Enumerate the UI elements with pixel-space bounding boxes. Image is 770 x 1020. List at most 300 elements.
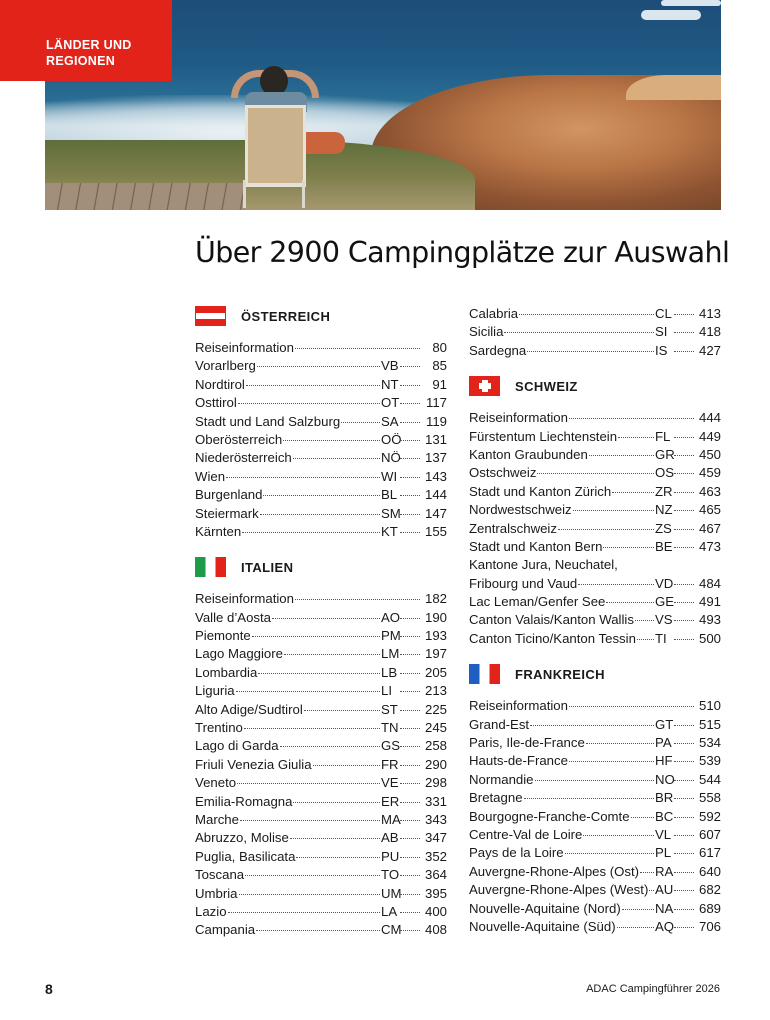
toc-entry[interactable]: [195, 432, 447, 450]
toc-entry[interactable]: [195, 628, 447, 646]
page-ref: 331: [424, 793, 447, 809]
entry-name: Normandie: [469, 771, 534, 787]
toc-entry[interactable]: [469, 465, 721, 483]
region-code: PL: [655, 845, 672, 861]
dot-leader: [586, 743, 654, 744]
toc-entry[interactable]: [195, 524, 447, 542]
dot-leader: [637, 639, 654, 640]
toc-entry[interactable]: [195, 591, 447, 609]
region-code: LI: [381, 683, 392, 699]
dot-leader: [527, 351, 654, 352]
country-name: FRANKREICH: [515, 666, 605, 682]
toc-entry[interactable]: [469, 343, 721, 361]
toc-entry[interactable]: [469, 484, 721, 502]
dot-leader: [603, 547, 654, 548]
region-code: TI: [655, 630, 667, 646]
dot-leader: [674, 909, 694, 910]
deck-chair-legs: [243, 180, 305, 208]
dot-leader: [237, 783, 380, 784]
dot-leader: [674, 780, 694, 781]
toc-entry[interactable]: [195, 340, 447, 358]
page-ref: 193: [424, 628, 447, 644]
toc-entry[interactable]: [469, 502, 721, 520]
dot-leader: [228, 912, 380, 913]
toc-entry[interactable]: [469, 790, 721, 808]
dot-leader: [635, 620, 654, 621]
region-code: AB: [381, 830, 399, 846]
dot-leader: [674, 639, 694, 640]
dot-leader: [612, 492, 654, 493]
dot-leader: [245, 875, 380, 876]
toc-entry[interactable]: [469, 772, 721, 790]
dot-leader: [674, 473, 694, 474]
toc-entry[interactable]: [469, 447, 721, 465]
dot-leader: [674, 743, 694, 744]
toc-entry[interactable]: [195, 720, 447, 738]
dot-leader: [400, 765, 420, 766]
page-ref: 91: [432, 376, 447, 392]
dot-leader: [674, 351, 694, 352]
region-code: UM: [381, 885, 402, 901]
dot-leader: [674, 620, 694, 621]
region-code: SI: [655, 324, 668, 340]
dot-leader: [400, 691, 420, 692]
page-ref: 298: [424, 775, 447, 791]
region-code: OT: [381, 395, 400, 411]
region-code: PU: [381, 848, 400, 864]
page-number: 8: [45, 981, 53, 997]
dot-leader: [400, 838, 420, 839]
dot-leader: [674, 761, 694, 762]
page-ref: 205: [424, 664, 447, 680]
italy-flag-icon: [195, 557, 226, 577]
dot-leader: [674, 492, 694, 493]
dot-leader: [400, 710, 420, 711]
country-name: SCHWEIZ: [515, 378, 578, 394]
dot-leader: [674, 798, 694, 799]
page-ref: 484: [698, 575, 721, 591]
dot-leader: [674, 725, 694, 726]
section-tag-line2: REGIONEN: [46, 54, 116, 68]
region-code: NÖ: [381, 450, 401, 466]
toc-entry[interactable]: [469, 429, 721, 447]
page-ref: 343: [424, 811, 447, 827]
region-code: LB: [381, 664, 398, 680]
toc-entry[interactable]: [195, 830, 447, 848]
entry-name: Sicilia: [469, 324, 504, 340]
toc-entry[interactable]: [469, 845, 721, 863]
region-code: IS: [655, 342, 668, 358]
region-code: ZR: [655, 483, 673, 499]
toc-entry[interactable]: [469, 594, 721, 612]
dot-leader: [535, 780, 654, 781]
entry-name: Lago di Garda: [195, 738, 279, 754]
entry-name: Auvergne-Rhone-Alpes (Ost): [469, 863, 640, 879]
dot-leader: [589, 455, 654, 456]
page-ref: 213: [424, 683, 447, 699]
publication-name: ADAC Campingführer 2026: [586, 983, 720, 995]
dot-leader: [504, 332, 654, 333]
dot-leader: [674, 835, 694, 836]
dot-leader: [252, 636, 380, 637]
dot-leader: [256, 930, 380, 931]
page-ref: 85: [432, 358, 447, 374]
dot-leader: [260, 514, 380, 515]
entry-name: Fürstentum Liechtenstein: [469, 428, 618, 444]
dot-leader: [674, 853, 694, 854]
entry-name: Osttirol: [195, 395, 237, 411]
page-ref: 258: [424, 738, 447, 754]
austria-flag-icon: [195, 306, 226, 326]
entry-name: Stadt und Kanton Bern: [469, 538, 603, 554]
region-code: NO: [655, 771, 675, 787]
toc-entry[interactable]: [469, 410, 721, 428]
dot-leader: [246, 385, 380, 386]
entry-name: Canton Ticino/Kanton Tessin: [469, 630, 636, 646]
toc-entry[interactable]: [195, 646, 447, 664]
entry-name: Campania: [195, 922, 256, 938]
toc-entry[interactable]: [195, 849, 447, 867]
dot-leader: [244, 728, 380, 729]
toc-list-italy: [195, 591, 447, 940]
section-tag-line1: LÄNDER UND: [46, 38, 132, 52]
boardwalk: [45, 183, 245, 210]
entry-name: Oberösterreich: [195, 431, 283, 447]
region-code: FL: [655, 428, 671, 444]
region-code: MA: [381, 811, 401, 827]
dot-leader: [258, 673, 380, 674]
toc-entry[interactable]: [195, 487, 447, 505]
dot-leader: [280, 746, 380, 747]
entry-name: Nouvelle-Aquitaine (Süd): [469, 918, 616, 934]
entry-name: Sardegna: [469, 342, 527, 358]
toc-list-italy-continued: [469, 306, 721, 361]
dot-leader: [400, 532, 420, 533]
toc-entry[interactable]: [195, 506, 447, 524]
entry-name: Centre-Val de Loire: [469, 826, 583, 842]
toc-entry[interactable]: [195, 812, 447, 830]
toc-entry[interactable]: [195, 358, 447, 376]
entry-name: Kärnten: [195, 523, 242, 539]
dot-leader: [272, 618, 380, 619]
dot-leader: [400, 820, 420, 821]
region-code: CM: [381, 922, 402, 938]
page-ref: 80: [432, 340, 447, 355]
dot-leader: [239, 894, 381, 895]
entry-name: Nouvelle-Aquitaine (Nord): [469, 900, 621, 916]
dot-leader: [257, 366, 380, 367]
toc-entry[interactable]: [195, 450, 447, 468]
toc-entry[interactable]: [195, 395, 447, 413]
dot-leader: [640, 872, 654, 873]
region-code: TO: [381, 867, 400, 883]
page-ref: 182: [424, 591, 447, 607]
page-ref: 493: [698, 612, 721, 628]
entry-name: Steiermark: [195, 505, 259, 521]
page-ref: 706: [698, 918, 721, 934]
country-heading-italy: [195, 556, 447, 578]
toc-entry[interactable]: [195, 610, 447, 628]
region-code: GR: [655, 446, 675, 462]
dot-leader: [674, 872, 694, 873]
region-code: GT: [655, 716, 674, 732]
toc-list-switzerland: [469, 410, 721, 649]
toc-entry[interactable]: [469, 753, 721, 771]
region-code: RA: [655, 863, 674, 879]
toc-entry[interactable]: [195, 867, 447, 885]
entry-name: Stadt und Land Salzburg: [195, 413, 341, 429]
entry-name: Hauts-de-France: [469, 753, 568, 769]
cliff-top: [626, 75, 721, 100]
toc-entry[interactable]: [469, 324, 721, 342]
page-ref: 682: [698, 882, 721, 898]
region-code: KT: [381, 523, 398, 539]
page-ref: 137: [424, 450, 447, 466]
dot-leader: [558, 529, 654, 530]
toc-entry[interactable]: [195, 665, 447, 683]
dot-leader: [295, 348, 420, 349]
region-code: WI: [381, 468, 398, 484]
entry-name: Lazio: [195, 903, 227, 919]
dot-leader: [400, 673, 420, 674]
entry-name: Reiseinformation: [195, 591, 294, 607]
dot-leader: [400, 495, 420, 496]
page-ref: 427: [698, 342, 721, 358]
country-heading-austria: [195, 305, 447, 327]
entry-name: Liguria: [195, 683, 235, 699]
region-code: LM: [381, 646, 400, 662]
page-ref: 290: [424, 756, 447, 772]
toc-column-left: [195, 305, 447, 941]
dot-leader: [400, 783, 420, 784]
page-ref: 400: [424, 903, 447, 919]
entry-name: Canton Valais/Kanton Wallis: [469, 612, 634, 628]
entry-name: Paris, Ile-de-France: [469, 735, 585, 751]
toc-entry[interactable]: [469, 864, 721, 882]
country-heading-switzerland: [469, 375, 721, 397]
page-ref: 539: [698, 753, 721, 769]
dot-leader: [583, 835, 654, 836]
country-heading-france: [469, 663, 721, 685]
toc-column-right: [469, 306, 721, 937]
dot-leader: [537, 473, 654, 474]
wave: [641, 10, 701, 20]
dot-leader: [400, 802, 420, 803]
entry-name: Umbria: [195, 885, 238, 901]
toc-entry[interactable]: [469, 306, 721, 324]
page-ref: 558: [698, 790, 721, 806]
wave: [661, 0, 721, 6]
page-ref: 607: [698, 826, 721, 842]
page-ref: 395: [424, 885, 447, 901]
dot-leader: [674, 890, 694, 891]
toc-entry[interactable]: [195, 702, 447, 720]
toc-entry[interactable]: [469, 539, 721, 557]
dot-leader: [400, 930, 420, 931]
dot-leader: [674, 927, 694, 928]
region-code: LA: [381, 903, 398, 919]
page-ref: 449: [698, 428, 721, 444]
entry-name: Piemonte: [195, 628, 251, 644]
page-ref: 147: [424, 505, 447, 521]
toc-entry[interactable]: [469, 919, 721, 937]
toc-entry[interactable]: [469, 631, 721, 649]
toc-entry[interactable]: [469, 521, 721, 539]
page-ref: 131: [424, 431, 447, 447]
toc-entry[interactable]: [469, 809, 721, 827]
toc-entry[interactable]: [195, 377, 447, 395]
region-code: GE: [655, 594, 675, 610]
dot-leader: [293, 802, 380, 803]
page-ref: 473: [698, 538, 721, 554]
dot-leader: [674, 547, 694, 548]
region-code: NZ: [655, 502, 673, 518]
entry-name: Lago Maggiore: [195, 646, 283, 662]
toc-entry[interactable]: [195, 886, 447, 904]
page-ref: 408: [424, 922, 447, 938]
page-ref: 225: [424, 701, 447, 717]
toc-entry[interactable]: [195, 922, 447, 940]
dot-leader: [674, 455, 694, 456]
france-flag-icon: [469, 664, 500, 684]
region-code: OS: [655, 465, 675, 481]
page-ref: 444: [698, 410, 721, 426]
region-code: PM: [381, 628, 401, 644]
toc-entry[interactable]: [469, 882, 721, 900]
dot-leader: [622, 909, 654, 910]
dot-leader: [290, 838, 380, 839]
entry-name: Reiseinformation: [195, 340, 294, 355]
entry-name: Nordtirol: [195, 376, 245, 392]
deck-chair: [245, 105, 306, 187]
toc-entry[interactable]: [469, 717, 721, 735]
region-code: VE: [381, 775, 399, 791]
entry-name: Nordwestschweiz: [469, 502, 572, 518]
region-code: OÖ: [381, 431, 402, 447]
dot-leader: [400, 746, 420, 747]
dot-leader: [674, 602, 694, 603]
page-ref: 500: [698, 630, 721, 646]
toc-entry[interactable]: [469, 827, 721, 845]
page-ref: 459: [698, 465, 721, 481]
page-ref: 155: [424, 523, 447, 539]
entry-name: Fribourg und Vaud: [469, 575, 578, 591]
toc-entry[interactable]: [195, 775, 447, 793]
entry-name: Pays de la Loire: [469, 845, 564, 861]
dot-leader: [530, 725, 654, 726]
dot-leader: [631, 817, 654, 818]
page-ref: 143: [424, 468, 447, 484]
entry-name: Emilia-Romagna: [195, 793, 293, 809]
page-ref: 465: [698, 502, 721, 518]
toc-entry[interactable]: [195, 683, 447, 701]
dot-leader: [400, 422, 420, 423]
entry-name: Grand-Est: [469, 716, 530, 732]
page-ref: 515: [698, 716, 721, 732]
page-ref: 463: [698, 483, 721, 499]
page-ref: 534: [698, 735, 721, 751]
dot-leader: [674, 584, 694, 585]
region-code: GS: [381, 738, 401, 754]
dot-leader: [400, 403, 420, 404]
region-code: BR: [655, 790, 674, 806]
dot-leader: [263, 495, 380, 496]
region-code: HF: [655, 753, 673, 769]
toc-entry[interactable]: [469, 576, 721, 594]
entry-name: Alto Adige/Sudtirol: [195, 701, 303, 717]
dot-leader: [674, 510, 694, 511]
region-code: ER: [381, 793, 400, 809]
region-code: ST: [381, 701, 398, 717]
entry-name: Reiseinformation: [469, 698, 568, 714]
page-ref: 592: [698, 808, 721, 824]
entry-name: Calabria: [469, 306, 519, 321]
entry-name: Puglia, Basilicata: [195, 848, 296, 864]
entry-name: Stadt und Kanton Zürich: [469, 483, 612, 499]
dot-leader: [674, 817, 694, 818]
page-ref: 364: [424, 867, 447, 883]
page-ref: 617: [698, 845, 721, 861]
entry-name: Marche: [195, 811, 239, 827]
toc-entry[interactable]: [469, 735, 721, 753]
toc-entry[interactable]: [195, 794, 447, 812]
dot-leader: [569, 706, 694, 707]
dot-leader: [400, 458, 420, 459]
region-code: VS: [655, 612, 673, 628]
dot-leader: [674, 529, 694, 530]
dot-leader: [400, 654, 420, 655]
dot-leader: [304, 710, 380, 711]
entry-name: Abruzzo, Molise: [195, 830, 289, 846]
toc-entry[interactable]: [195, 414, 447, 432]
region-code: AO: [381, 609, 401, 625]
toc-entry[interactable]: [195, 904, 447, 922]
page-ref: 467: [698, 520, 721, 536]
entry-name: Kanton Graubunden: [469, 446, 588, 462]
page-ref: 117: [425, 395, 447, 411]
toc-entry[interactable]: [469, 698, 721, 716]
dot-leader: [578, 584, 654, 585]
dot-leader: [569, 761, 654, 762]
region-code: CL: [655, 306, 672, 321]
dot-leader: [226, 477, 380, 478]
dot-leader: [400, 385, 420, 386]
region-code: BL: [381, 487, 398, 503]
toc-list-austria: [195, 340, 447, 542]
page-ref: 190: [424, 609, 447, 625]
toc-entry[interactable]: [469, 557, 721, 575]
entry-name: Ostschweiz: [469, 465, 537, 481]
page-ref: 491: [698, 594, 721, 610]
dot-leader: [293, 458, 380, 459]
dot-leader: [238, 403, 380, 404]
toc-entry[interactable]: [195, 469, 447, 487]
dot-leader: [296, 857, 380, 858]
region-code: AU: [655, 882, 674, 898]
region-code: BC: [655, 808, 674, 824]
dot-leader: [606, 602, 654, 603]
entry-name: Niederösterreich: [195, 450, 292, 466]
toc-entry[interactable]: [195, 738, 447, 756]
toc-entry[interactable]: [195, 757, 447, 775]
entry-name: Burgenland: [195, 487, 263, 503]
toc-entry[interactable]: [469, 901, 721, 919]
toc-entry[interactable]: [469, 612, 721, 630]
country-name: ÖSTERREICH: [241, 308, 331, 324]
country-name: ITALIEN: [241, 559, 294, 575]
dot-leader: [400, 894, 420, 895]
page-ref: 245: [424, 720, 447, 736]
